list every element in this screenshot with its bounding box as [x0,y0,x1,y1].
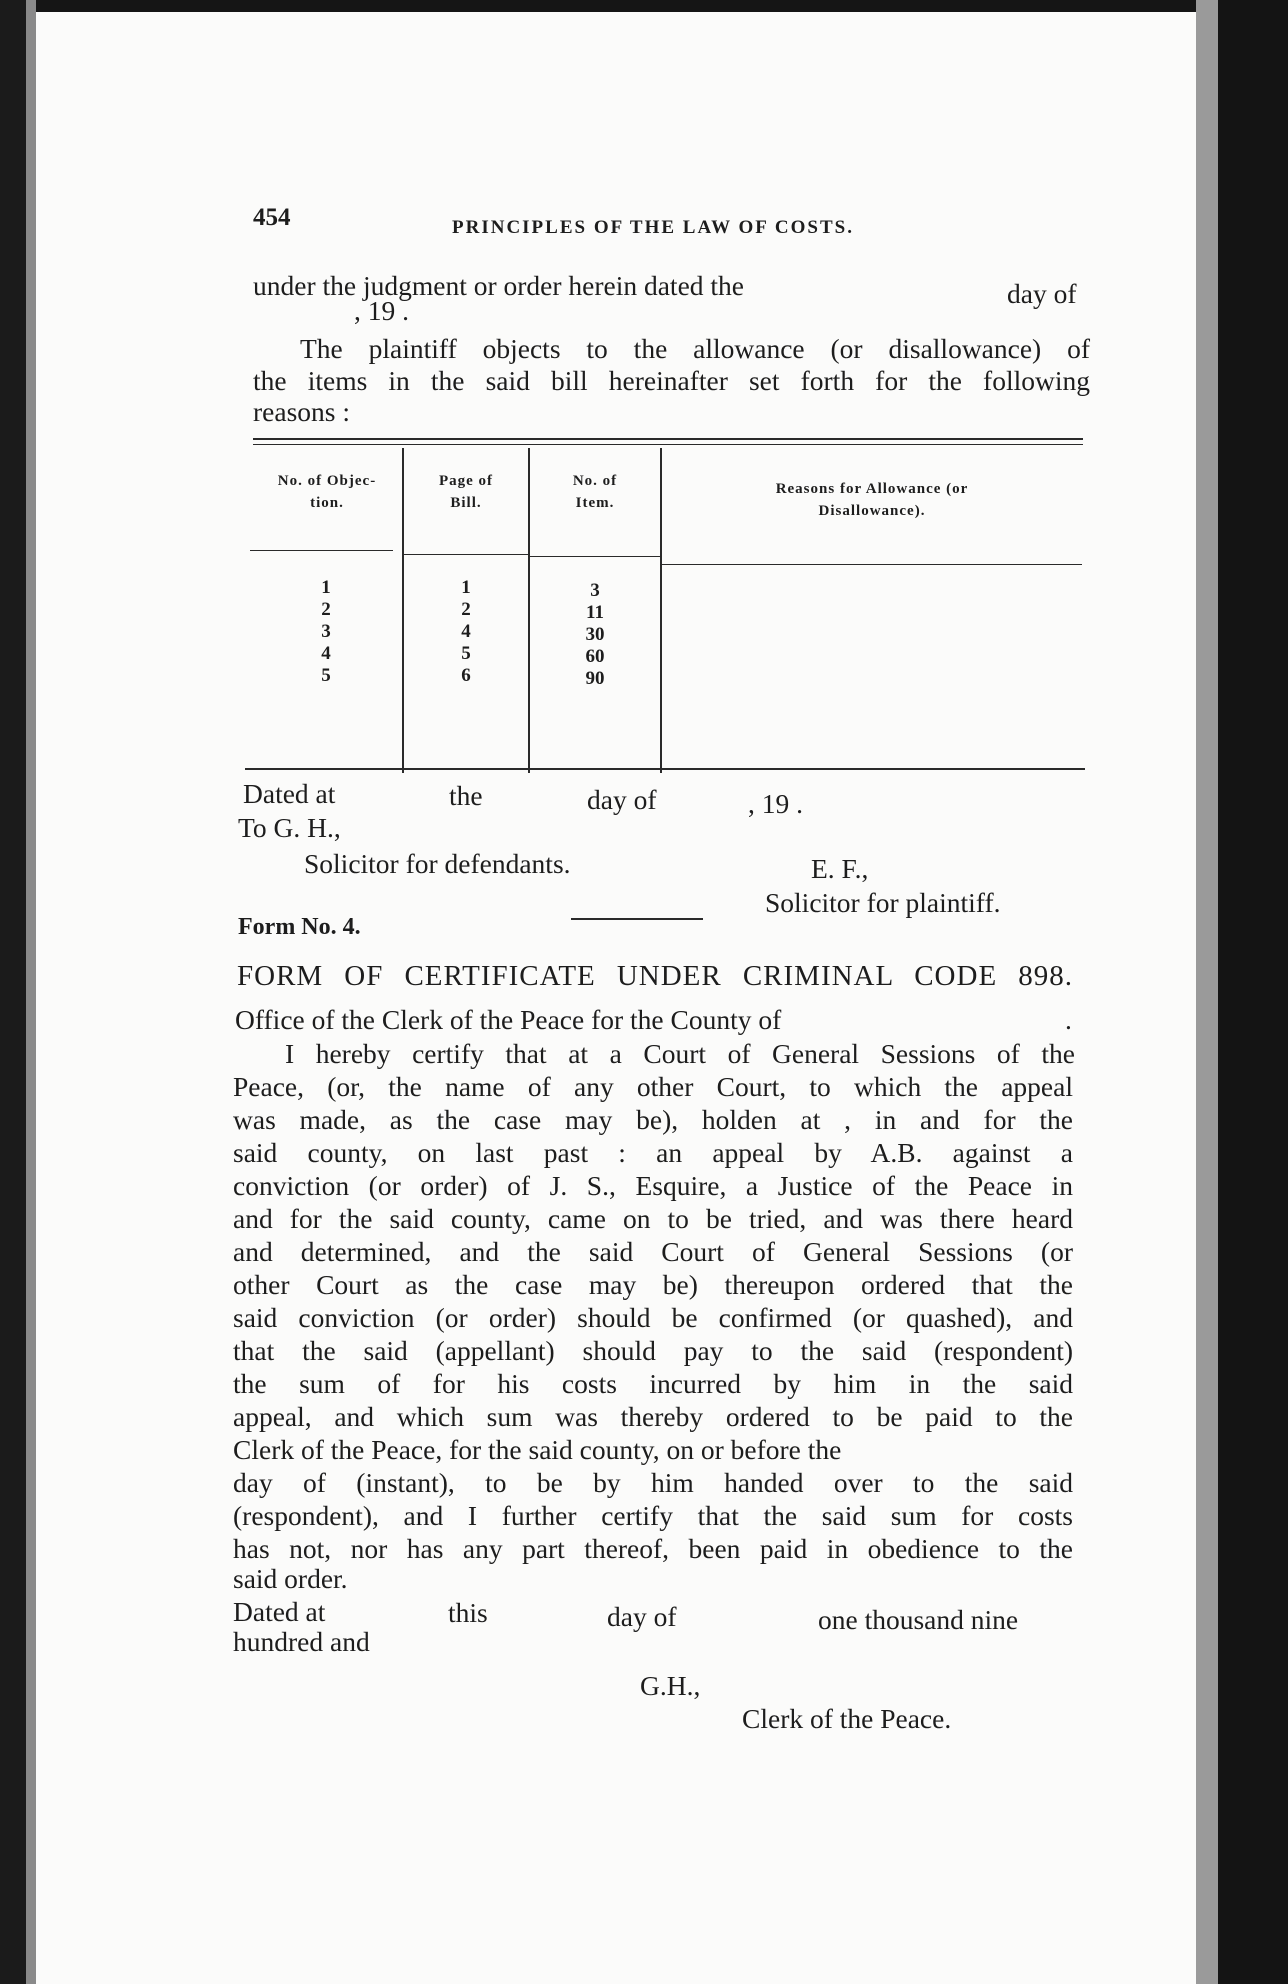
table-header-objection: No. of Objec- tion. [277,473,377,511]
solicitor-plaintiff: Solicitor for plaintiff. [765,887,1001,918]
table-header-page: Page of Bill. [438,473,494,511]
dated-at-label: Dated at [243,778,336,809]
cert-line-1: I hereby certify that at a Court of General Sessions of the [285,1038,1075,1069]
intro-para2-line3: reasons : [253,396,350,427]
cert-line-11: the sum of for his costs incurred by him in the said [233,1368,1073,1399]
closing-hundred-and: hundred and [233,1626,370,1657]
table-header-rule-3 [530,556,660,557]
cert-line-10: that the said (appellant) should pay to the said (respondent) [233,1335,1073,1366]
table-cell: 1 [321,577,331,598]
table-header-reasons: Reasons for Allowance (or Disallowance). [775,481,969,519]
table-cell: 2 [321,599,331,620]
running-title: PRINCIPLES OF THE LAW OF COSTS. [452,217,854,238]
intro-line-2: , 19 . [354,295,409,326]
table-cell: 1 [461,577,471,598]
cert-line-14: day of (instant), to be by him handed over to the said [233,1467,1073,1498]
cert-line-8: other Court as the case may be) thereupon ordered that the [233,1269,1073,1300]
closing-day-of: day of [607,1601,677,1632]
table-top-rule-2 [253,444,1083,445]
solicitor-defendants: Solicitor for defendants. [304,848,571,879]
scan-left-edge [0,0,26,1984]
cert-line-13: Clerk of the Peace, for the said county, on or before the [233,1434,842,1465]
table-header-rule-1 [250,550,393,551]
table-cell: 30 [585,624,605,645]
table-bottom-rule [245,768,1085,770]
table-cell: 6 [461,665,471,686]
table-top-rule [253,438,1083,440]
table-cell: 2 [461,599,471,620]
intro-para2-line2: the items in the said bill hereinafter set forth for the following [253,365,1090,396]
form-number-label: Form No. 4. [238,914,361,940]
dated-day-of-label: day of [587,784,657,815]
to-gh-label: To G. H., [238,812,341,843]
table-column-objection [252,577,400,687]
closing-one-thousand: one thousand nine [818,1604,1019,1635]
table-cell: 3 [321,621,331,642]
cert-line-12: appeal, and which sum was thereby ordered to be paid to the [233,1401,1073,1432]
table-header-item: No. of Item. [572,473,618,511]
cert-line-5: conviction (or order) of J. S., Esquire, a Justice of the Peace in [233,1170,1073,1201]
table-header-rule-4 [662,564,1082,565]
cert-line-6: and for the said county, came on to be tried, and was there heard [233,1203,1073,1234]
closing-clerk: Clerk of the Peace. [742,1703,952,1734]
intro-para2-line1: The plaintiff objects to the allowance (or disallowance) of [300,333,1090,364]
cert-line-17: said order. [233,1563,348,1594]
table-header-rule-2 [404,554,528,555]
table-cell: 60 [585,646,605,667]
table-cell: 4 [321,643,331,664]
intro-line-1-day-of: day of [1007,278,1077,309]
table-cell: 3 [590,580,600,601]
closing-dated-at: Dated at [233,1596,326,1627]
dated-nineteen-label: , 19 . [748,788,803,819]
scan-right-margin [1196,0,1218,1984]
office-line: Office of the Clerk of the Peace for the County of [235,1004,782,1035]
closing-this: this [448,1597,488,1628]
page-number: 454 [253,204,291,231]
cert-line-16: has not, nor has any part thereof, been paid in obedience to the [233,1533,1073,1564]
certificate-title: FORM OF CERTIFICATE UNDER CRIMINAL CODE 898. [237,960,1073,992]
table-column-item [530,580,660,690]
table-cell: 4 [461,621,471,642]
ef-signature: E. F., [811,853,869,884]
table-column-page [404,577,528,687]
cert-line-7: and determined, and the said Court of General Sessions (or [233,1236,1073,1267]
cert-line-3: was made, as the case may be), holden at , in and for the [233,1104,1073,1135]
closing-gh: G.H., [640,1670,701,1701]
cert-line-4: said county, on last past : an appeal by A.B. against a [233,1137,1073,1168]
table-cell: 90 [585,668,605,689]
cert-line-9: said conviction (or order) should be confirmed (or quashed), and [233,1302,1073,1333]
table-cell: 11 [586,602,604,623]
dated-the-label: the [449,780,483,811]
office-line-end: . [1065,1004,1072,1035]
scan-top-edge [0,0,1288,12]
table-cell: 5 [461,643,471,664]
form-divider-rule [571,918,703,920]
intro-line-1: under the judgment or order herein dated the [253,270,744,301]
table-cell: 5 [321,665,331,686]
cert-line-15: (respondent), and I further certify that the said sum for costs [233,1500,1073,1531]
cert-line-2: Peace, (or, the name of any other Court, to which the appeal [233,1071,1073,1102]
scan-right-edge [1218,0,1288,1984]
scan-left-margin [26,0,36,1984]
